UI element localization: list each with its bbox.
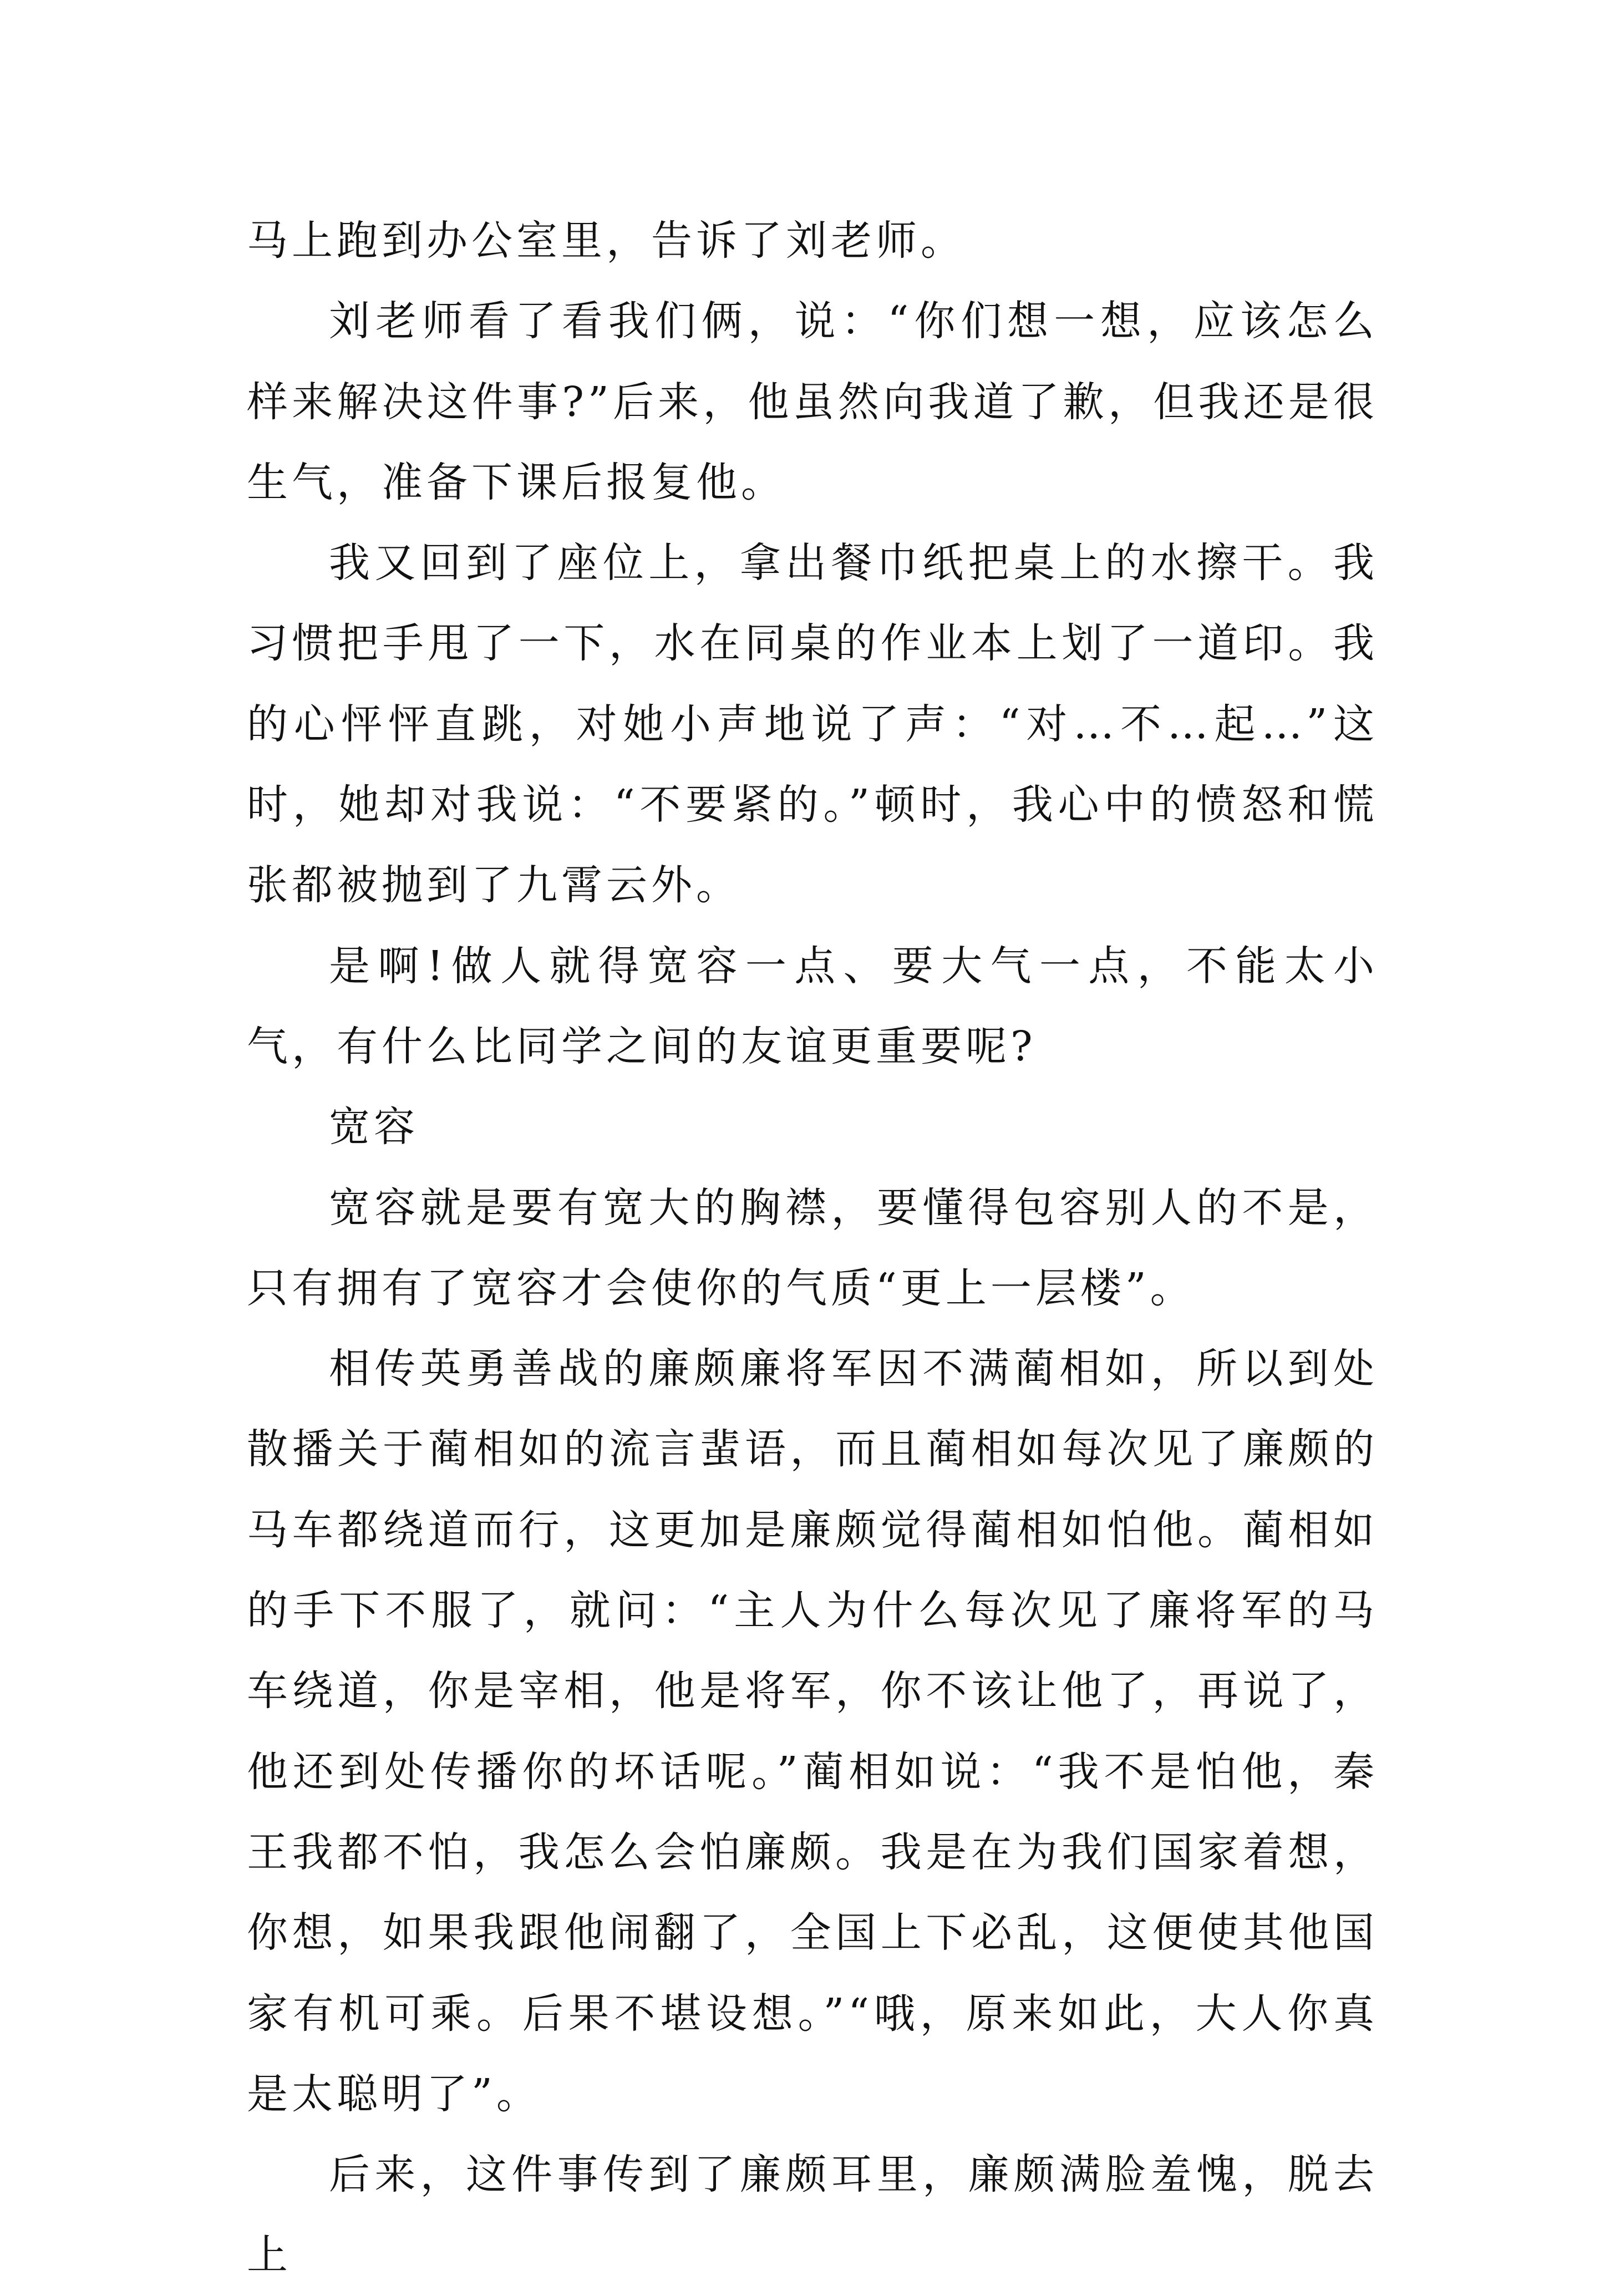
paragraph: 是啊!做人就得宽容一点、要大气一点，不能太小气，有什么比同学之间的友谊更重要呢? xyxy=(247,942,1378,1070)
paragraph: 我又回到了座位上，拿出餐巾纸把桌上的水擦干。我习惯把手甩了一下，水在同桌的作业本上划了一道印。我的心怦怦直跳，对她小声地说了声：“对…不…起…”这时，她却对我说：“不要紧的。”顿时，我心中的愤怒和慌张都被抛到了九霄云外。 xyxy=(247,539,1378,910)
section-title: 宽容 xyxy=(329,1103,419,1151)
paragraph: 刘老师看了看我们俩，说：“你们想一想，应该怎么样来解决这件事?”后来，他虽然向我道了歉，但我还是很生气，准备下课后报复他。 xyxy=(247,297,1378,506)
paragraph: 后来，这件事传到了廉颇耳里，廉颇满脸羞愧，脱去上 xyxy=(247,2151,1378,2279)
paragraph: 相传英勇善战的廉颇廉将军因不满蔺相如，所以到处散播关于蔺相如的流言蜚语，而且蔺相如每次见了廉颇的马车都绕道而行，这更加是廉颇觉得蔺相如怕他。蔺相如的手下不服了，就问：“主人为什么每次见了廉将军的马车绕道，你是宰相，他是将军，你不该让他了，再说了，他还到处传播你的坏话呢。”蔺相如说：“我不是怕他，秦王我都不怕，我怎么会怕廉颇。我是在为我们国家着想，你想，如果我跟他闹翻了，全国上下必乱，这便使其他国家有机可乘。后果不堪设想。”“哦，原来如此，大人你真是太聪明了”。 xyxy=(247,1345,1378,2118)
body-text xyxy=(247,201,1378,2296)
paragraph-continuation: 马上跑到办公室里，告诉了刘老师。 xyxy=(247,217,966,265)
paragraph: 宽容就是要有宽大的胸襟，要懂得包容别人的不是，只有拥有了宽容才会使你的气质“更上一层楼”。 xyxy=(247,1183,1378,1312)
